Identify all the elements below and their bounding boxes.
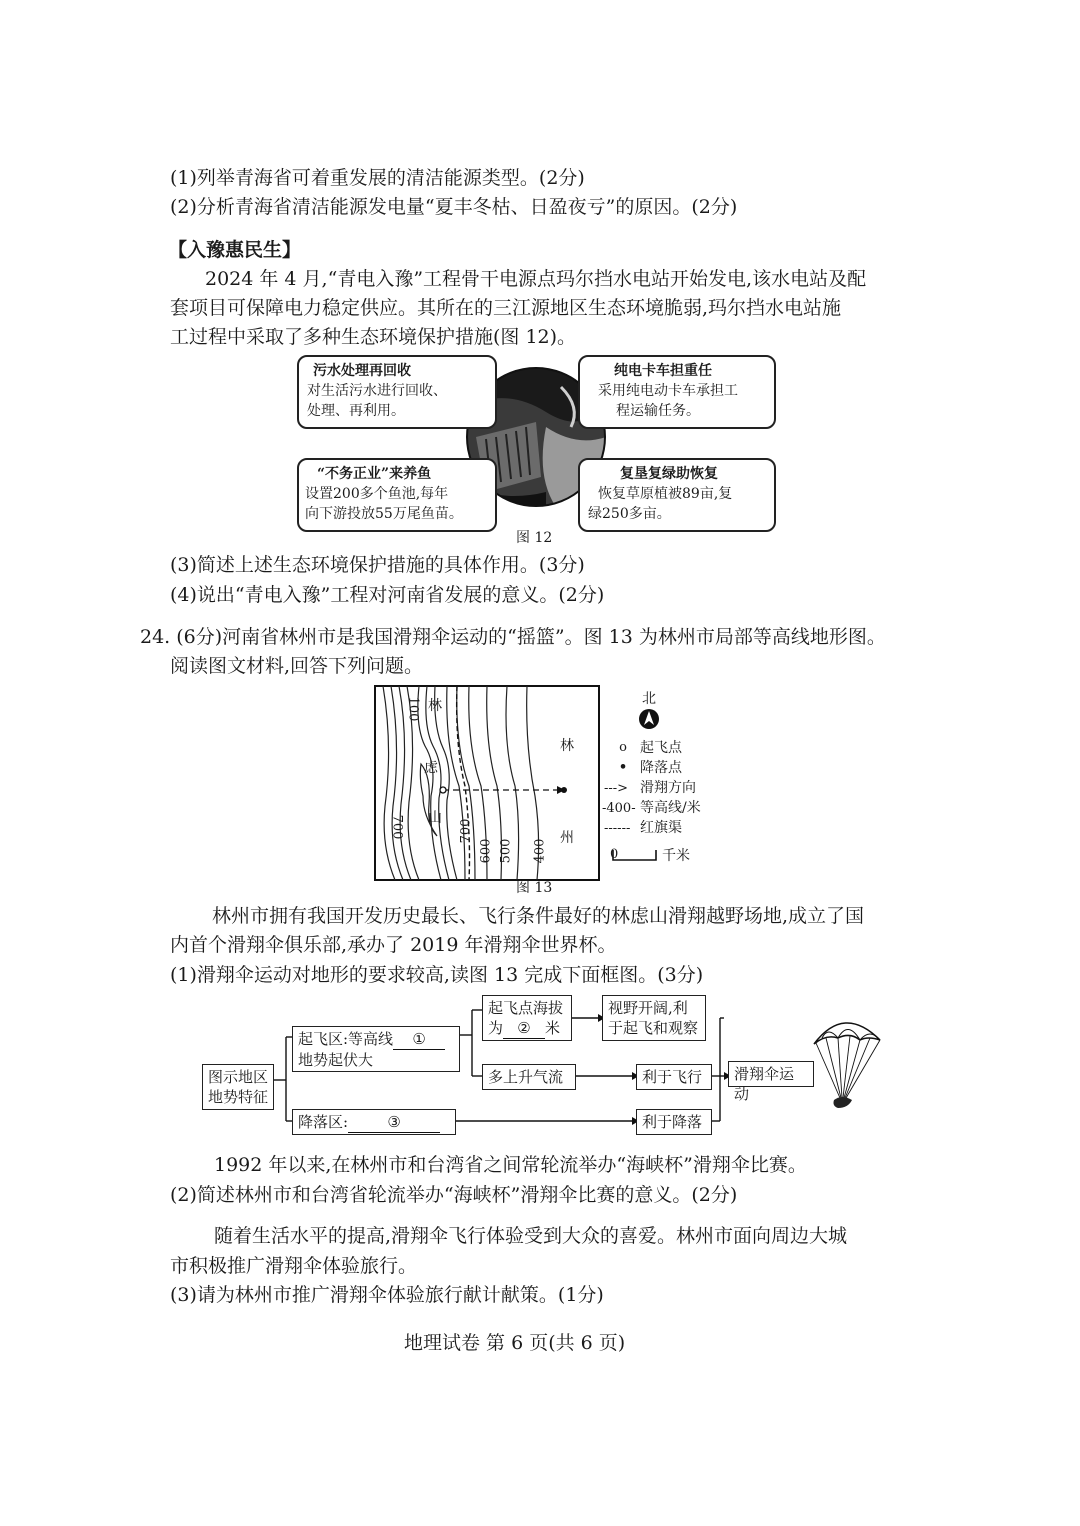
q23-sub3: (3)简述上述生态环境保护措施的具体作用。(3分) — [170, 554, 585, 576]
legend-symbol: o — [619, 740, 627, 755]
flow-root-line: 图示地区 — [208, 1068, 269, 1086]
flow-landing-zone — [292, 1109, 456, 1135]
legend-label: 起飞点 — [640, 740, 682, 756]
flow-view — [602, 995, 706, 1041]
q24-para1: 林州市拥有我国开发历史最长、飞行条件最好的林虑山滑翔越野场地,成立了国 — [212, 905, 865, 927]
blank-2[interactable]: ② — [503, 1018, 545, 1039]
scale-value: 0 — [610, 847, 619, 862]
flow-alt-text: 起飞点海拔 — [488, 999, 564, 1017]
measure-title: 复垦复绿助恢复 — [620, 466, 718, 482]
q24-sub1: (1)滑翔伞运动对地形的要求较高,读图 13 完成下面框图。(3分) — [170, 964, 704, 986]
measure-body: 设置200多个鱼池,每年 — [305, 486, 449, 502]
measure-body: 恢复草原植被89亩,复 — [598, 486, 733, 502]
measure-body: 程运输任务。 — [616, 403, 700, 419]
measure-body: 处理、再利用。 — [307, 403, 405, 419]
contour-label: 600 — [478, 838, 494, 864]
measure-box-fish — [297, 458, 497, 532]
page-footer: 地理试卷 第 6 页(共 6 页) — [404, 1332, 626, 1354]
contour-label: 700 — [458, 818, 474, 844]
flow-alt-text: 为 — [488, 1019, 504, 1037]
flow-fly: 利于飞行 — [636, 1064, 712, 1090]
flow-updraft: 多上升气流 — [482, 1064, 576, 1090]
legend-symbol: • — [618, 760, 628, 775]
flow-root-line: 地势特征 — [208, 1088, 269, 1106]
flow-takeoff-zone — [292, 1026, 460, 1072]
q23-sub1: (1)列举青海省可着重发展的清洁能源类型。(2分) — [170, 167, 585, 189]
legend-symbol: ------ — [604, 821, 631, 836]
figure-13-caption: 图 13 — [516, 880, 553, 896]
paraglider-icon — [808, 1010, 888, 1114]
legend-symbol: -400- — [602, 801, 636, 816]
q24-intro: 24. (6分)河南省林州市是我国滑翔伞运动的“摇篮”。图 13 为林州市局部等高线地形图。 — [140, 626, 886, 648]
q24-para2: 1992 年以来,在林州市和台湾省之间常轮流举办“海峡杯”滑翔伞比赛。 — [214, 1154, 807, 1176]
flow-takeoff-altitude — [482, 995, 572, 1041]
measure-body: 向下游投放55万尾鱼苗。 — [305, 506, 463, 522]
map-label-shan: 山 — [428, 810, 442, 826]
measure-body: 采用纯电动卡车承担工 — [598, 383, 738, 399]
blank-1[interactable]: ① — [393, 1029, 445, 1050]
legend-label: 滑翔方向 — [640, 780, 696, 796]
contour-label: 100 — [405, 696, 421, 722]
q23-para-line: 套项目可保障电力稳定供应。其所在的三江源地区生态环境脆弱,玛尔挡水电站施 — [170, 297, 842, 319]
q24-sub3: (3)请为林州市推广滑翔伞体验旅行献计献策。(1分) — [170, 1284, 604, 1306]
contour-label: 700 — [389, 814, 405, 840]
map-label-lv: 虑 — [424, 760, 438, 776]
legend-label: 降落点 — [640, 760, 682, 776]
flow-result: 滑翔伞运动 — [728, 1061, 814, 1087]
flow-alt-text: 米 — [545, 1019, 561, 1037]
blank-3[interactable]: ③ — [348, 1112, 440, 1133]
flow-root — [202, 1064, 274, 1110]
legend-label: 红旗渠 — [640, 820, 682, 836]
q23-para-line: 2024 年 4 月,“青电入豫”工程骨干电源点玛尔挡水电站开始发电,该水电站及配 — [205, 268, 867, 290]
legend-symbol: ---> — [604, 781, 629, 796]
flow-view-text: 视野开阔,利 — [608, 999, 688, 1017]
flow-takeoff-text: 地势起伏大 — [298, 1051, 374, 1069]
north-arrow-icon — [638, 708, 660, 730]
measure-body: 绿250多亩。 — [588, 506, 671, 522]
scale-bar — [612, 848, 662, 864]
q23-para-line: 工过程中采取了多种生态环境保护措施(图 12)。 — [170, 326, 577, 348]
measure-title: 纯电卡车担重任 — [614, 363, 712, 379]
map-label-city: 州 — [560, 830, 574, 846]
contour-label: 400 — [532, 838, 548, 864]
q23-sub2: (2)分析青海省清洁能源发电量“夏丰冬枯、日盈夜亏”的原因。(2分) — [170, 196, 738, 218]
flow-view-text: 于起飞和观察 — [608, 1019, 699, 1037]
measure-box-sewage — [297, 355, 497, 429]
flow-takeoff-text: 起飞区:等高线 — [298, 1030, 394, 1048]
figure-12-caption: 图 12 — [516, 530, 553, 546]
measure-box-greening — [578, 458, 776, 532]
flow-landing-text: 降落区: — [298, 1113, 349, 1131]
measure-body: 对生活污水进行回收、 — [307, 383, 447, 399]
q24-para3: 随着生活水平的提高,滑翔伞飞行体验受到大众的喜爱。林州市面向周边大城 — [214, 1225, 848, 1247]
measure-title: “不务正业”来养鱼 — [317, 466, 432, 482]
map-label-lin: 林 — [428, 698, 442, 714]
q24-para3: 市积极推广滑翔伞体验旅行。 — [170, 1255, 418, 1277]
contour-label: 500 — [498, 838, 514, 864]
scale-unit: 千米 — [662, 848, 690, 864]
measure-box-truck — [578, 355, 776, 429]
map-label-city: 林 — [560, 738, 574, 754]
flow-land: 利于降落 — [636, 1109, 712, 1135]
legend-label: 等高线/米 — [640, 800, 701, 816]
section-title: 【入豫惠民生】 — [168, 239, 302, 261]
q23-sub4: (4)说出“青电入豫”工程对河南省发展的意义。(2分) — [170, 584, 605, 606]
q24-intro: 阅读图文材料,回答下列问题。 — [170, 655, 424, 677]
measure-title: 污水处理再回收 — [313, 363, 411, 379]
q24-para1: 内首个滑翔伞俱乐部,承办了 2019 年滑翔伞世界杯。 — [170, 934, 617, 956]
north-label: 北 — [642, 691, 656, 707]
q24-sub2: (2)简述林州市和台湾省轮流举办“海峡杯”滑翔伞比赛的意义。(2分) — [170, 1184, 738, 1206]
